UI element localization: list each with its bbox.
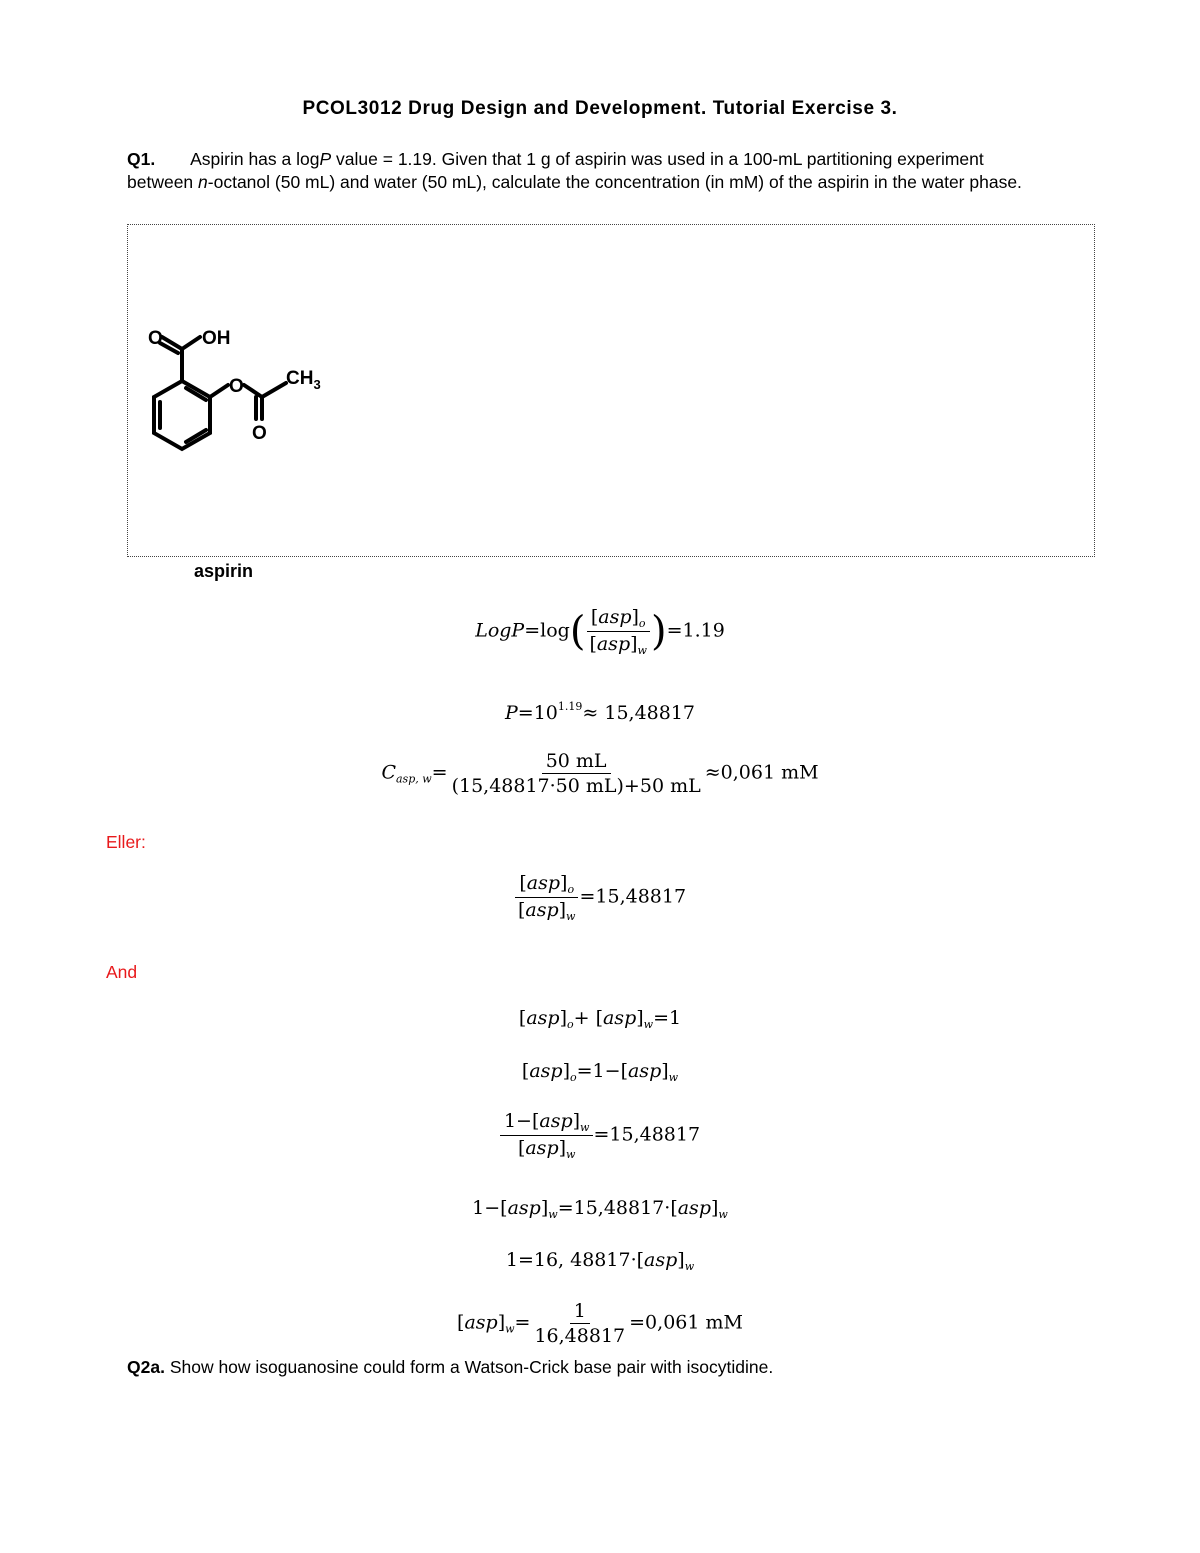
atom-oh: OH [202, 328, 231, 349]
eq-7: 1=16, 48817· [505, 1249, 637, 1271]
question-1-label: Q1. [127, 149, 156, 169]
eq-p-exp: 1.19 [557, 700, 583, 713]
atom-o-carbonyl: O [148, 328, 163, 349]
eq-6-mid: =15,48817· [557, 1197, 671, 1219]
equation-ratio [0, 872, 1200, 923]
question-1-text-c: -octanol (50 mL) and water (50 mL), calculate the concentration (in mM) of the aspirin in the water phase. [207, 172, 1022, 192]
question-1-text: Aspirin has a log [190, 149, 320, 169]
question-2a-text: Show how isoguanosine could form a Watson-Crick base pair with isocytidine. [164, 1357, 774, 1377]
atom-ch3: $CH_3$ [286, 368, 321, 392]
page-title: PCOL3012 Drug Design and Development. Tutorial Exercise 3. [302, 98, 898, 119]
eq-c-rhs: ≈0,061 mM [704, 761, 819, 784]
question-1 [127, 148, 1027, 194]
paren-right: ) [650, 608, 667, 655]
equation-6: $1-[asp]_w=15,48817\cdot[asp]_w$ [472, 1197, 728, 1221]
eq-ratio-rhs: =15,48817 [579, 885, 687, 908]
eq-logp-rhs: =1.19 [666, 619, 725, 642]
eq-o-eq: =1− [576, 1060, 621, 1082]
question-1-n: n [198, 172, 208, 192]
equation-5 [0, 1110, 1200, 1161]
equation-8: $[asp]_w=$ $\frac{1}{16,48817}$ =0,061 mM [457, 1300, 743, 1347]
equation-concentration [0, 750, 1200, 797]
equation-o: $[asp]_o=1-[asp]_w$ [521, 1060, 679, 1084]
eq-c-eq: = [431, 761, 448, 784]
eq-sum-rhs: =1 [653, 1007, 682, 1029]
eq-c-sub: asp, w [395, 772, 432, 786]
eq-logp-lhs: LogP [475, 619, 525, 642]
answer-box [127, 224, 1095, 557]
eq-c-lhs: C [381, 761, 396, 784]
equation-p [0, 700, 1200, 724]
eq-5-rhs: =15,48817 [593, 1123, 701, 1146]
fraction: $\frac{1-[asp]_w}{[asp]_w}$ [500, 1110, 594, 1161]
aspirin-structure [138, 315, 378, 575]
eq-8-rhs: =0,061 mM [629, 1311, 743, 1334]
question-2a-label: Q2a. [127, 1357, 165, 1377]
eq-log: =log [524, 619, 570, 642]
question-1-p: P [319, 149, 332, 169]
atom-o-ester: O [229, 376, 244, 397]
equation-logp [0, 606, 1200, 657]
question-2a [127, 1357, 773, 1378]
eller-label: Eller: [106, 832, 146, 852]
question-1-text-b: value = 1.19. Given that 1 g of aspirin was used in a 100-mL partitioning experiment between [127, 149, 984, 192]
molecule-caption: aspirin [194, 561, 254, 581]
fraction: $\frac{[asp]_o}{[asp]_w}$ [514, 872, 580, 923]
fraction: $\frac{50 mL}{(15,48817\cdot 50 mL)+50 mL}$ [451, 750, 701, 797]
eq-p-mid: =10 [517, 702, 558, 724]
paren-left: ( [569, 608, 586, 655]
atom-o-acetyl: O [252, 423, 267, 444]
equation-sum: $[asp]_o+ [asp]_w=1$ [518, 1007, 682, 1031]
fraction: $\frac{1}{16,48817}$ [534, 1300, 626, 1347]
eq-p-lhs: P [504, 702, 518, 724]
equation-7: 1=16, $48817\cdot[asp]_w$ [505, 1249, 695, 1273]
eq-p-rhs: ≈ 15,48817 [582, 702, 696, 724]
and-label: And [106, 962, 138, 982]
fraction: $\frac{[asp]_o}{[asp]_w}$ [585, 606, 651, 657]
